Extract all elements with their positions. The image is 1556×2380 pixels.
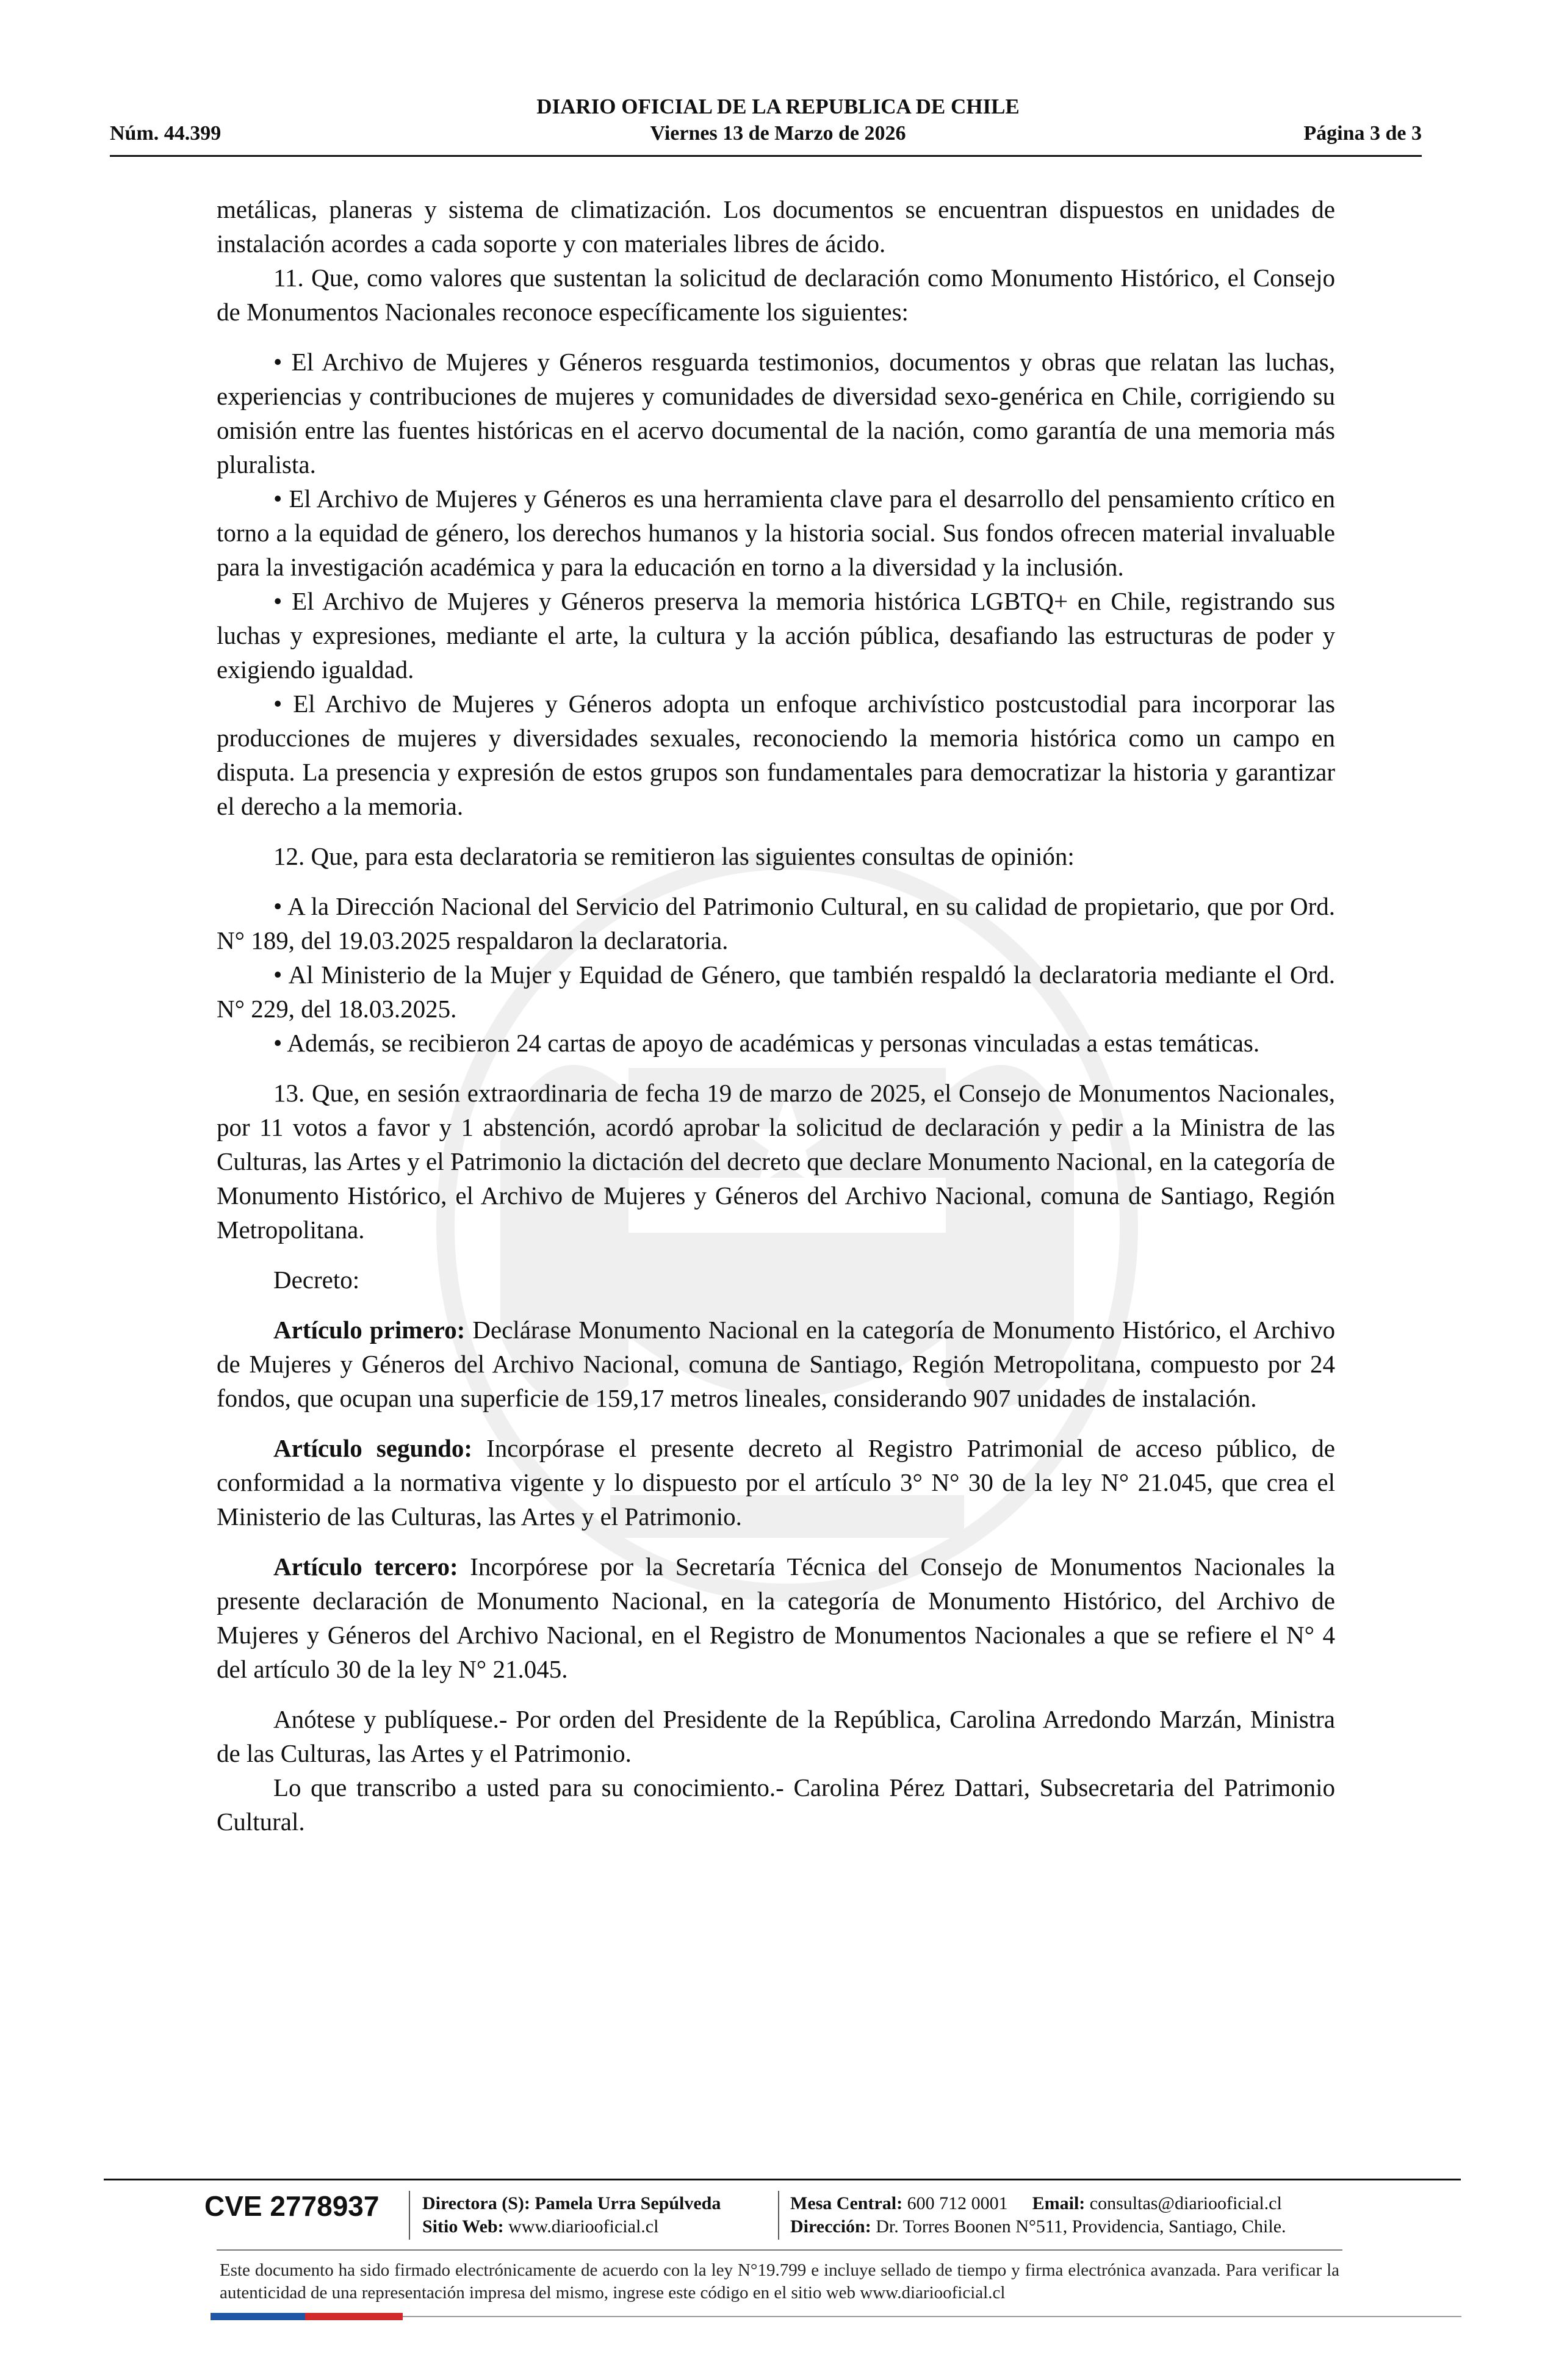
value-item-3: • El Archivo de Mujeres y Géneros preserva la memoria histórica LGBTQ+ en Chile, registrando sus luchas y expresiones, mediante el arte, la cultura y la acción pública, desafiando las estructuras de poder y exigiendo igualdad.: [217, 587, 1335, 683]
footer-divider: [217, 2249, 1342, 2251]
article-1-text: Declárase Monumento Nacional en la categoría de Monumento Histórico, el Archivo de Mujeres y Géneros del Archivo Nacional, comuna de Santiago, Región Metropolitana, compuesto por 24 fondos, que ocupan una superficie de 159,17 metros lineales, considerando 907 unidades de instalación.: [217, 1316, 1335, 1412]
article-3-text: Incorpórese por la Secretaría Técnica del Consejo de Monumentos Nacionales la presente declaración de Monumento Nacional, en la categoría de Monumento Histórico, del Archivo de Mujeres y Géneros del Archivo Nacional, en el Registro de Monumentos Nacionales a que se refiere el N° 4 del artículo 30 de la ley N° 21.045.: [217, 1552, 1335, 1683]
direccion-label: Dirección:: [790, 2216, 871, 2237]
email-label: Email:: [1032, 2193, 1086, 2213]
legal-notice: Este documento ha sido firmado electrónicamente de acuerdo con la ley N°19.799 e incluye sellado de tiempo y firma electrónica avanzada. Para verificar la autenticidad de una representación impresa del mismo, ingrese este código en el sitio web www.diariooficial.cl: [220, 2260, 1339, 2302]
newspaper-title: DIARIO OFICIAL DE LA REPUBLICA DE CHILE: [536, 95, 1020, 118]
header-divider: [110, 155, 1422, 157]
article-2: [217, 1431, 1335, 1534]
document-body: [217, 192, 1335, 1839]
article-1-label: Artículo primero:: [273, 1316, 466, 1344]
value-item-4: • El Archivo de Mujeres y Géneros adopta un enfoque archivístico postcustodial para incorporar las producciones de mujeres y diversidades sexuales, reconociendo la memoria histórica como un campo en disputa. La presencia y expresión de estos grupos son fundamentales para democratizar la historia y garantizar el derecho a la memoria.: [217, 690, 1335, 820]
article-2-text: Incorpórase el presente decreto al Registro Patrimonial de acceso público, de conformidad a la normativa vigente y lo dispuesto por el artículo 3° N° 30 de la ley N° 21.045, que crea el Ministerio de las Culturas, las Artes y el Patrimonio.: [217, 1434, 1335, 1531]
paragraph-13: 13. Que, en sesión extraordinaria de fecha 19 de marzo de 2025, el Consejo de Monumentos Nacionales, por 11 votos a favor y 1 abstención, acordó aprobar la solicitud de declaración y pedir a la Ministra de las Culturas, las Artes y el Patrimonio la dictación del decreto que declare Monumento Nacional, en la categoría de Monumento Histórico, el Archivo de Mujeres y Géneros del Archivo Nacional, comuna de Santiago, Región Metropolitana.: [217, 1079, 1335, 1244]
decreto-heading: Decreto:: [273, 1266, 360, 1294]
consulta-item-1: • A la Dirección Nacional del Servicio del Patrimonio Cultural, en su calidad de propietario, que por Ord. N° 189, del 19.03.2025 respaldaron la declaratoria.: [217, 892, 1335, 954]
mesa-label: Mesa Central:: [790, 2193, 903, 2213]
article-3: [217, 1549, 1335, 1686]
issue-number: Núm. 44.399: [110, 122, 222, 145]
footer-contact-block: [790, 2192, 1286, 2238]
footer-separator: [409, 2191, 410, 2240]
footer-separator: [778, 2191, 779, 2240]
article-1: [217, 1313, 1335, 1415]
page-indicator: Página 3 de 3: [1303, 122, 1422, 145]
footer-divider: [104, 2179, 1461, 2180]
closing-order: Anótese y publíquese.- Por orden del Presidente de la República, Carolina Arredondo Marzán, Ministra de las Culturas, las Artes y el Patrimonio.: [217, 1705, 1335, 1767]
paragraph-11: 11. Que, como valores que sustentan la solicitud de declaración como Monumento Histórico, el Consejo de Monumentos Nacionales reconoce específicamente los siguientes:: [217, 264, 1335, 326]
email-link[interactable]: consultas@diariooficial.cl: [1085, 2193, 1282, 2213]
cve-code: CVE 2778937: [204, 2190, 380, 2222]
footer-bottom-line: [403, 2316, 1461, 2317]
mesa-value: 600 712 0001: [902, 2193, 1008, 2213]
consulta-item-3: • Además, se recibieron 24 cartas de apoyo de académicas y personas vinculadas a estas temáticas.: [273, 1029, 1260, 1057]
paragraph-intro: metálicas, planeras y sistema de climatización. Los documentos se encuentran dispuestos en unidades de instalación acordes a cada soporte y con materiales libres de ácido.: [217, 195, 1335, 258]
directora-label: Directora (S):: [422, 2193, 530, 2213]
directora-name: Pamela Urra Sepúlveda: [530, 2193, 721, 2213]
closing-transcription: Lo que transcribo a usted para su conocimiento.- Carolina Pérez Dattari, Subsecretaria del Patrimonio Cultural.: [217, 1773, 1335, 1836]
value-item-1: • El Archivo de Mujeres y Géneros resguarda testimonios, documentos y obras que relatan las luchas, experiencias y contribuciones de mujeres y comunidades de diversidad sexo-genérica en Chile, corrigiendo su omisión entre las fuentes históricas en el acervo documental de la nación, como garantía de una memoria más pluralista.: [217, 348, 1335, 478]
sitio-link[interactable]: www.diariooficial.cl: [503, 2216, 659, 2237]
article-3-label: Artículo tercero:: [273, 1552, 458, 1581]
flag-bar-red: [305, 2313, 403, 2320]
article-2-label: Artículo segundo:: [273, 1434, 473, 1462]
paragraph-12: 12. Que, para esta declaratoria se remitieron las siguientes consultas de opinión:: [273, 842, 1075, 870]
issue-date: Viernes 13 de Marzo de 2026: [650, 122, 906, 145]
direccion-value: Dr. Torres Boonen N°511, Providencia, Santiago, Chile.: [871, 2216, 1286, 2237]
consulta-item-2: • Al Ministerio de la Mujer y Equidad de Género, que también respaldó la declaratoria mediante el Ord. N° 229, del 18.03.2025.: [217, 961, 1335, 1023]
footer-directora-block: [422, 2192, 721, 2238]
sitio-label: Sitio Web:: [422, 2216, 504, 2237]
flag-bar-blue: [211, 2313, 305, 2320]
value-item-2: • El Archivo de Mujeres y Géneros es una herramienta clave para el desarrollo del pensamiento crítico en torno a la equidad de género, los derechos humanos y la historia social. Sus fondos ofrecen material invaluable para la investigación académica y para la educación en torno a la diversidad y la inclusión.: [217, 485, 1335, 581]
